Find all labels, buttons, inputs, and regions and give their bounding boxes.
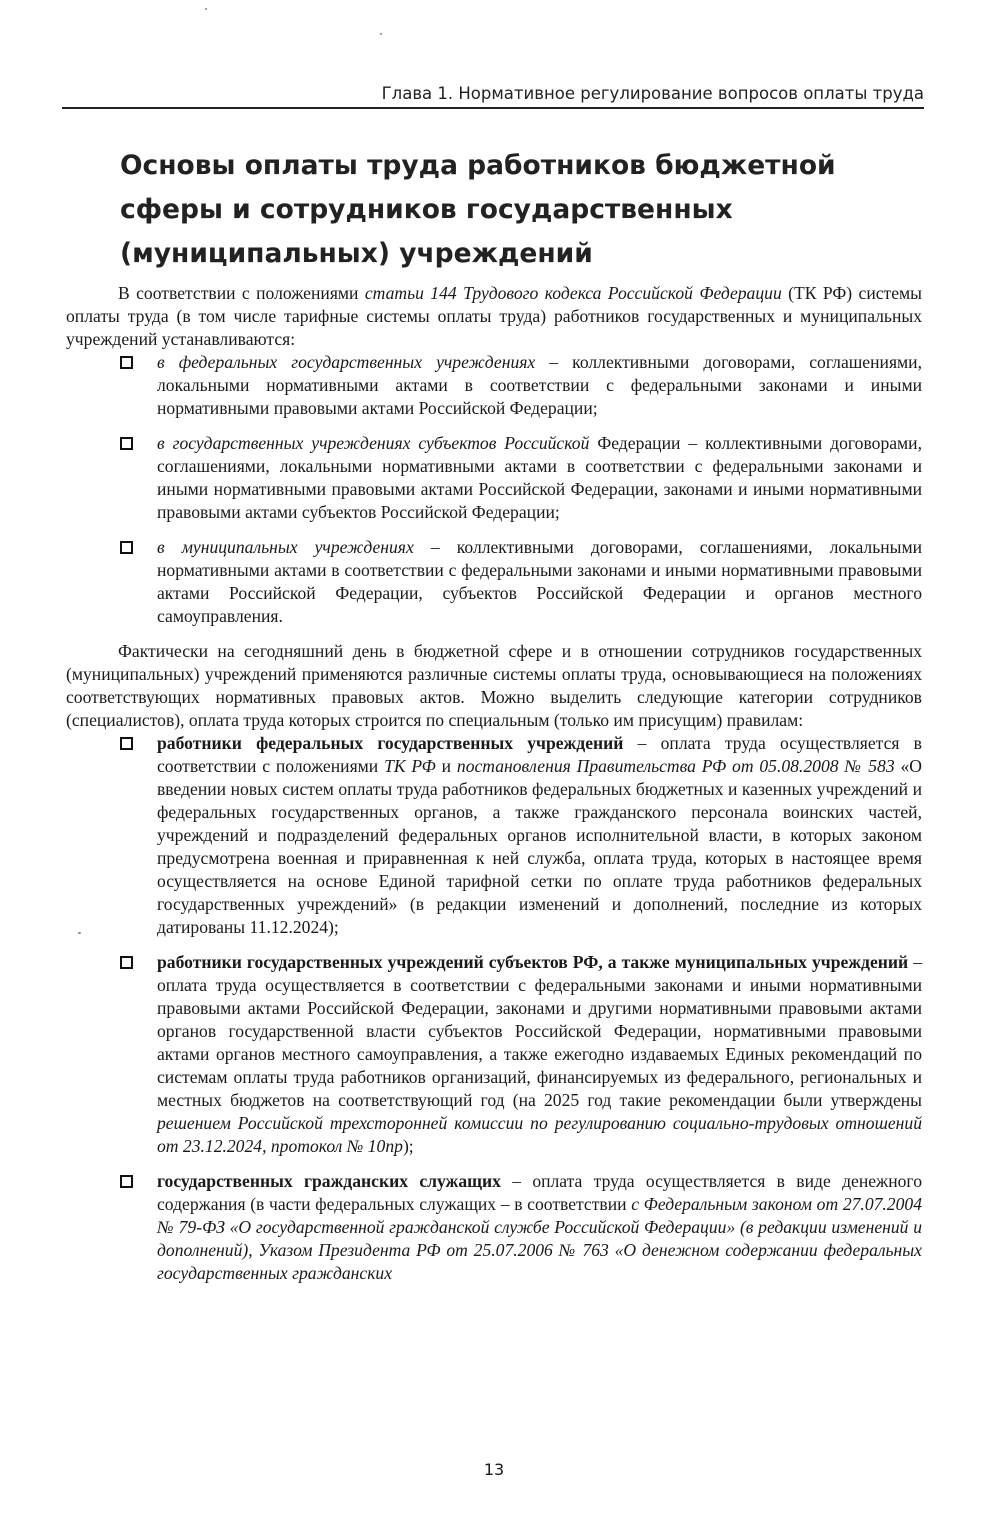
list-item — [66, 536, 922, 628]
list-item-text: «О введении новых систем оплаты труда работников федеральных бюджетных и казенных учреждений и федеральных государственных органов, а также гражданского персонала воинских частей, учреждений и подразделений федеральных органов исполнительной власти, в которых законом предусмотрена военная и приравненная к ней служба, оплата труда, которых в настоящее время осуществляется на основе Единой тарифной сетки по оплате труда работников федеральных государственных учреждений» (в редакции изменений и дополнений, последние из которых датированы 11.12.2024); — [157, 756, 922, 937]
checkbox-bullet-icon — [120, 737, 133, 750]
list-item-bold: государственных гражданских служащих — [157, 1171, 501, 1191]
intro-text-2: (ТК РФ) системы оплаты труда (в том числе тарифные системы оплаты труда) работников государственных и муниципальных учреждений устанавливаются: — [66, 283, 922, 349]
list-item-bold: работники федеральных государственных учреждений — [157, 733, 624, 753]
scan-speck — [78, 932, 81, 934]
checkbox-bullet-icon — [120, 356, 133, 369]
page-title: Основы оплаты труда работников бюджетной сферы и сотрудников государственных (муниципальных) учреждений — [120, 150, 836, 269]
checkbox-bullet-icon — [120, 1175, 133, 1188]
list-item-text: ); — [402, 1136, 414, 1156]
list-item-text: – оплата труда осуществляется в соответствии с положениями — [157, 733, 922, 776]
institutions-list — [66, 351, 922, 628]
list-item-text: – коллективными договорами, соглашениями, локальными нормативными актами в соответствии с федеральными законами и иными нормативными правовыми актами Российской Федерации, субъектов Российской Федерации и органов местного самоуправления. — [157, 537, 922, 626]
list-item-text: и — [435, 756, 457, 776]
running-header — [62, 84, 924, 109]
main-text — [66, 282, 922, 1285]
chapter-title: Глава 1. Нормативное регулирование вопросов оплаты труда — [381, 84, 924, 103]
categories-list — [66, 732, 922, 1285]
list-item-italic: с Федеральным законом от 27.07.2004 № 79-ФЗ «О государственной гражданской службе Российской Федерации» (в редакции изменений и дополнений), Указом Президента РФ от 25.07.2006 № 763 «О денежном содержании федеральных государственных гражданских — [157, 1194, 922, 1283]
scan-speck — [380, 33, 382, 35]
list-item-text: – оплата труда осуществляется в соответствии с федеральными законами и иными нормативными правовыми актами Российской Федерации, законами и другими нормативными правовыми актами органов государственной власти субъектов Российской Федерации, нормативными правовыми актами органов местного самоуправления, а также ежегодно издаваемых Единых рекомендаций по системам оплаты труда работников организаций, финансируемых из федерального, региональных и местных бюджетов на соответствующий год (на 2025 год такие рекомендации были утверждены — [157, 952, 922, 1110]
list-item-text: Федерации – коллективными договорами, соглашениями, локальными нормативными актами в соответствии с федеральными законами и иными нормативными правовыми актами Российской Федерации, законами и иными нормативными правовыми актами субъектов Российской Федерации; — [157, 433, 922, 522]
checkbox-bullet-icon — [120, 956, 133, 969]
list-item-italic: в федеральных государственных учреждениях — [157, 352, 536, 372]
list-item-italic: в государственных учреждениях субъектов Российской — [157, 433, 590, 453]
page-number: 13 — [483, 1460, 505, 1479]
scan-speck — [205, 8, 207, 10]
list-item — [66, 351, 922, 420]
list-item — [66, 732, 922, 939]
checkbox-bullet-icon — [120, 437, 133, 450]
list-item-italic: в муниципальных учреждениях — [157, 537, 414, 557]
list-item-text: – коллективными договорами, соглашениями, локальными нормативными актами в соответствии с федеральными законами и иными нормативными правовыми актами Российской Федерации; — [157, 352, 922, 418]
list-item-text: – оплата труда осуществляется в виде денежного содержания (в части федеральных служащих – в соответствии — [157, 1171, 922, 1214]
list-item-italic: ТК РФ — [384, 756, 436, 776]
page-footer — [0, 1460, 988, 1479]
list-item-italic: решением Российской трехсторонней комиссии по регулированию социально-трудовых отношений от 23.12.2024, протокол № 10пр — [157, 1113, 922, 1156]
list-item — [66, 432, 922, 524]
checkbox-bullet-icon — [120, 541, 133, 554]
list-item-italic: постановления Правительства РФ от 05.08.2008 № 583 — [456, 756, 895, 776]
list-item-bold: работники государственных учреждений субъектов РФ, а также муниципальных учреждений — [157, 952, 909, 972]
intro-paragraph — [66, 282, 922, 351]
categories-paragraph: Фактически на сегодняшний день в бюджетной сфере и в отношении сотрудников государственных (муниципальных) учреждений применяются различные системы оплаты труда, основывающиеся на положениях соответствующих нормативных правовых актов. Можно выделить следующие категории сотрудников (специалистов), оплата труда которых строится по специальным (только им присущим) правилам: — [66, 641, 922, 730]
intro-link-article-144: статьи 144 Трудового кодекса Российской Федерации — [364, 283, 782, 303]
intro-text-1: В соответствии с положениями — [118, 283, 365, 303]
list-item — [66, 1170, 922, 1285]
list-item — [66, 951, 922, 1158]
